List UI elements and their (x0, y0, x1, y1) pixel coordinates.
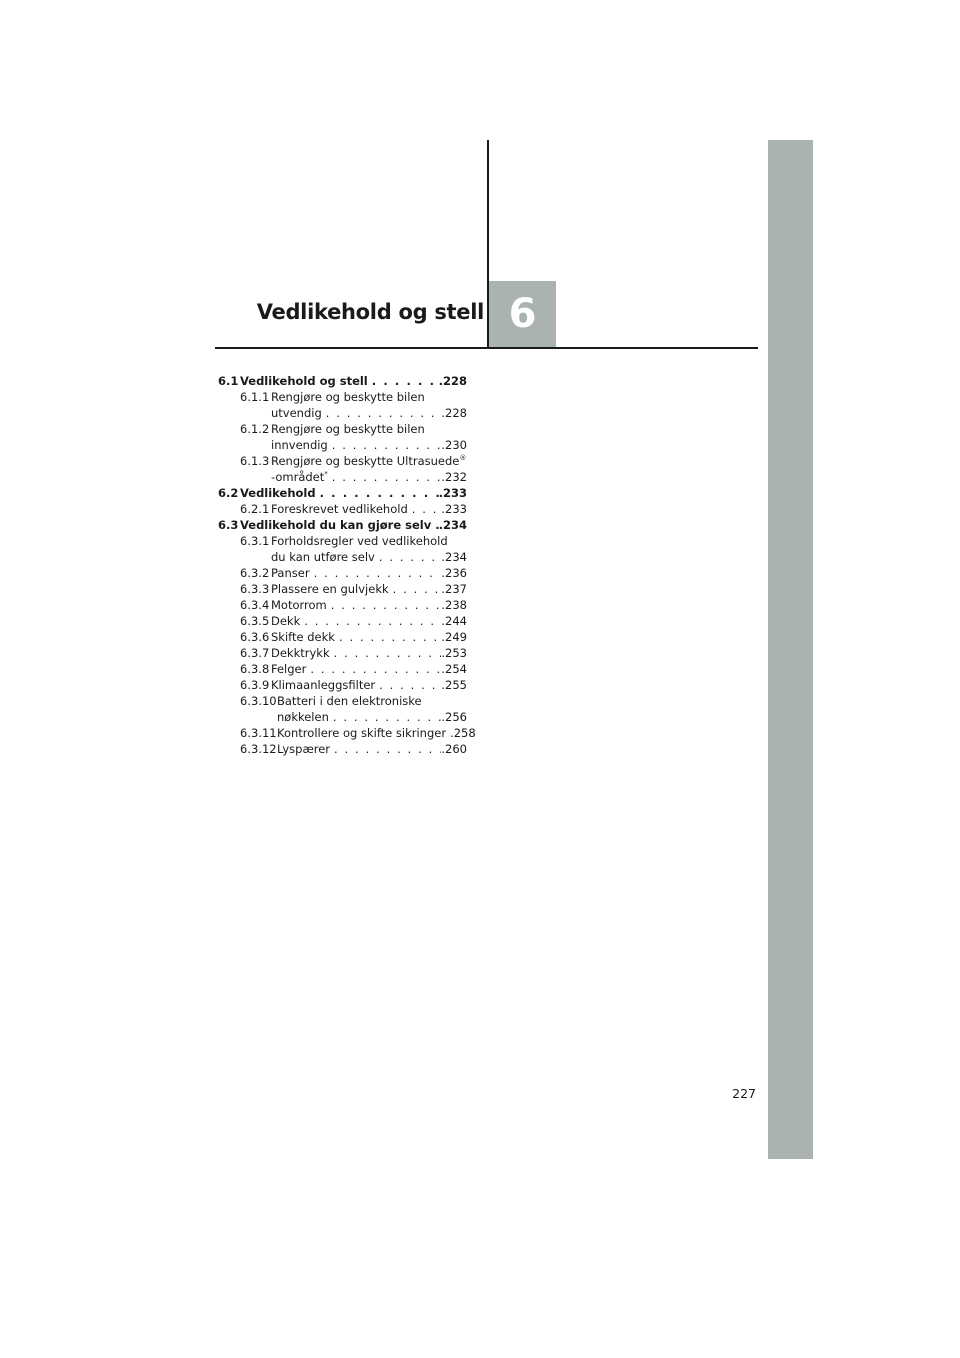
dot-leader (329, 709, 442, 725)
toc-title: innvendig (271, 438, 328, 452)
toc-page: .228 (441, 406, 467, 420)
toc-entry[interactable] (218, 581, 467, 597)
toc-entry-continued[interactable] (218, 709, 467, 725)
dot-leader (330, 741, 441, 757)
toc-title: Vedlikehold du kan gjøre selv (240, 518, 432, 532)
toc-title: Panser (271, 566, 310, 580)
toc-number: 6.3.3 (240, 582, 270, 596)
dot-leader (431, 517, 438, 533)
toc-title: Skifte dekk (271, 630, 335, 644)
toc-number: 6.3.1 (240, 534, 270, 548)
toc-number: 6.2.1 (240, 502, 270, 516)
toc-number: 6.3.2 (240, 566, 270, 580)
toc-entry-continued[interactable] (218, 469, 467, 485)
toc-title: Rengjøre og beskytte Ultrasuede (271, 454, 460, 468)
toc-title: nøkkelen (277, 710, 329, 724)
toc-number: 6.3.12 (240, 742, 277, 756)
toc-title-with-mark (271, 453, 466, 469)
toc-title: Batteri i den elektroniske (277, 694, 422, 708)
toc-entry[interactable] (218, 597, 467, 613)
toc-entry[interactable] (218, 453, 467, 469)
chapter-side-tab (768, 140, 813, 1159)
toc-page: .254 (441, 662, 467, 676)
toc-entry[interactable] (218, 629, 467, 645)
toc-title: Rengjøre og beskytte bilen (271, 422, 425, 436)
registered-mark: ® (459, 454, 467, 463)
toc-page: .253 (441, 646, 467, 660)
toc-page: .236 (441, 566, 467, 580)
toc-entry-continued[interactable] (218, 405, 467, 421)
dot-leader (327, 597, 442, 613)
toc-page: .232 (441, 470, 467, 484)
table-of-contents (218, 373, 476, 757)
toc-number: 6.2 (218, 486, 239, 500)
toc-title: -området (271, 470, 325, 484)
toc-entry[interactable] (218, 421, 467, 437)
dot-leader (300, 613, 441, 629)
toc-page: .249 (441, 630, 467, 644)
asterisk-mark: * (324, 470, 328, 479)
toc-entry[interactable] (218, 725, 476, 741)
toc-number: 6.3.7 (240, 646, 270, 660)
toc-title: Vedlikehold og stell (240, 374, 368, 388)
toc-entry[interactable] (218, 645, 467, 661)
chapter-title: Vedlikehold og stell (256, 300, 484, 324)
toc-title: du kan utføre selv (271, 550, 375, 564)
toc-number: 6.1.1 (240, 390, 270, 404)
toc-title: Rengjøre og beskytte bilen (271, 390, 425, 404)
toc-entry[interactable] (218, 677, 467, 693)
dot-leader (310, 565, 442, 581)
toc-title: Motorrom (271, 598, 327, 612)
toc-page: .228 (438, 374, 467, 388)
toc-number: 6.3 (218, 518, 239, 532)
dot-leader (328, 437, 442, 453)
dot-leader (330, 645, 442, 661)
toc-number: 6.3.8 (240, 662, 270, 676)
dot-leader (328, 469, 442, 485)
toc-entry[interactable] (218, 565, 467, 581)
toc-page: .230 (441, 438, 467, 452)
toc-entry[interactable] (218, 485, 467, 501)
toc-entry[interactable] (218, 517, 467, 533)
toc-page: .256 (441, 710, 467, 724)
toc-entry[interactable] (218, 613, 467, 629)
toc-title: Felger (271, 662, 307, 676)
toc-title: Vedlikehold (240, 486, 316, 500)
toc-title: Plassere en gulvjekk (271, 582, 389, 596)
dot-leader (316, 485, 439, 501)
dot-leader (368, 373, 439, 389)
toc-page: .238 (441, 598, 467, 612)
toc-title: Forholdsregler ved vedlikehold (271, 534, 448, 548)
toc-entry[interactable] (218, 533, 467, 549)
toc-page: .244 (441, 614, 467, 628)
dot-leader (322, 405, 442, 421)
toc-entry[interactable] (218, 741, 467, 757)
toc-page: .260 (441, 742, 467, 756)
toc-number: 6.3.11 (240, 726, 277, 740)
toc-number: 6.1 (218, 374, 239, 388)
toc-page: .233 (441, 502, 467, 516)
toc-title: Dekk (271, 614, 301, 628)
toc-entry[interactable] (218, 693, 467, 709)
toc-entry-continued[interactable] (218, 437, 467, 453)
toc-number: 6.1.3 (240, 454, 270, 468)
toc-number: 6.3.6 (240, 630, 270, 644)
toc-number: 6.3.4 (240, 598, 270, 612)
toc-title: Kontrollere og skifte sikringer (277, 726, 447, 740)
toc-title: Dekktrykk (271, 646, 330, 660)
toc-page: .258 (450, 726, 476, 740)
toc-title: Lyspærer (277, 742, 331, 756)
toc-entry[interactable] (218, 373, 467, 389)
chapter-number-box (489, 281, 556, 347)
toc-entry[interactable] (218, 389, 467, 405)
toc-number: 6.3.5 (240, 614, 270, 628)
toc-title: Foreskrevet vedlikehold (271, 502, 408, 516)
page-number: 227 (732, 1086, 756, 1101)
chapter-number: 6 (508, 291, 537, 337)
toc-number: 6.3.9 (240, 678, 270, 692)
header-rule (215, 347, 758, 349)
toc-page: .255 (441, 678, 467, 692)
toc-page: .234 (441, 550, 467, 564)
toc-page: .237 (441, 582, 467, 596)
toc-number: 6.3.10 (240, 694, 277, 708)
toc-entry[interactable] (218, 661, 467, 677)
dot-leader (335, 629, 441, 645)
toc-entry[interactable] (218, 501, 467, 517)
dot-leader (375, 677, 441, 693)
toc-page: .234 (438, 518, 467, 532)
toc-title-with-mark (271, 469, 328, 485)
dot-leader (408, 501, 442, 517)
dot-leader (306, 661, 441, 677)
toc-page: .233 (438, 486, 467, 500)
dot-leader (375, 549, 442, 565)
toc-entry-continued[interactable] (218, 549, 467, 565)
dot-leader (389, 581, 442, 597)
toc-number: 6.1.2 (240, 422, 270, 436)
toc-title: Klimaanleggsfilter (271, 678, 376, 692)
toc-title: utvendig (271, 406, 322, 420)
